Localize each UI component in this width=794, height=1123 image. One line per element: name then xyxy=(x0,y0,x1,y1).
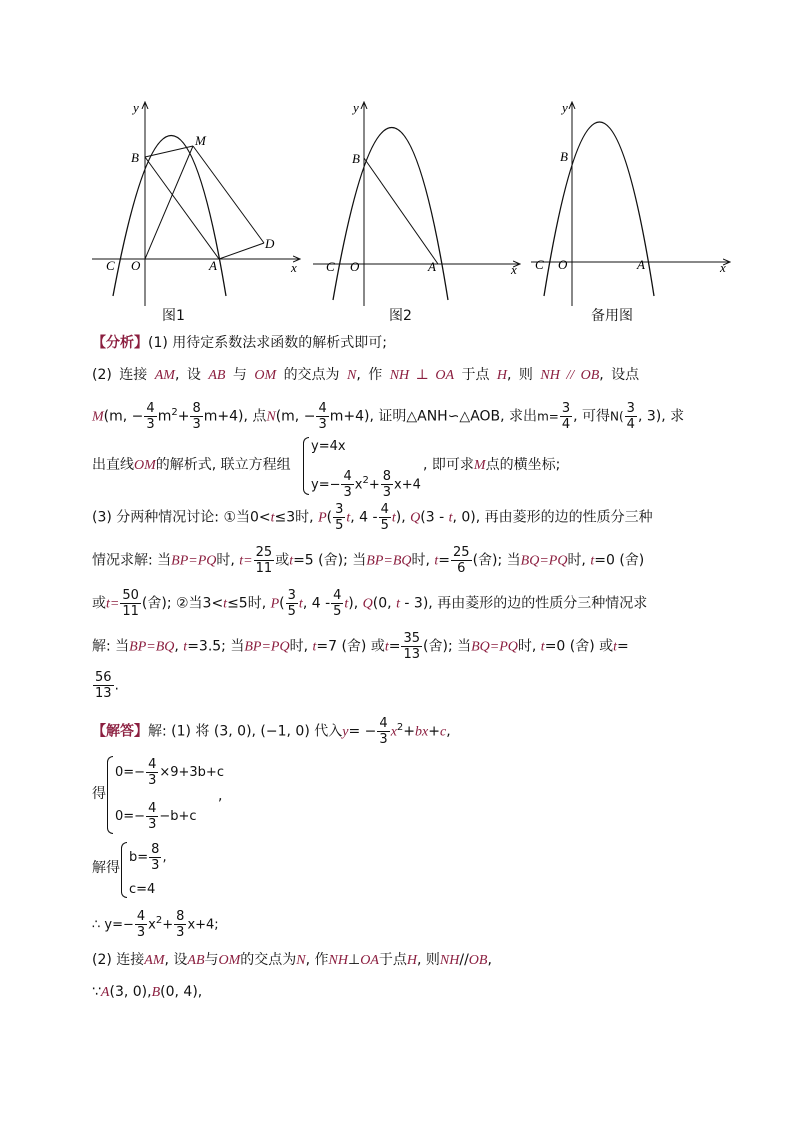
answer-line-6 xyxy=(92,982,202,1003)
text: 与 xyxy=(232,367,247,383)
text: , 设 xyxy=(174,367,201,383)
var: P xyxy=(318,510,327,526)
var: t xyxy=(223,596,228,612)
fraction xyxy=(149,842,161,873)
text: , 则 xyxy=(507,367,533,383)
text: 点的横坐标; xyxy=(485,457,561,473)
denominator: 5 xyxy=(380,518,389,533)
label-x: x xyxy=(511,262,517,277)
figure-1 xyxy=(92,100,300,306)
denominator: 3 xyxy=(148,773,157,788)
system-brace xyxy=(121,842,127,898)
var: OM xyxy=(254,368,277,383)
var: N xyxy=(296,953,306,968)
answer-line-4 xyxy=(92,906,219,940)
fraction xyxy=(146,801,158,832)
fraction xyxy=(560,401,572,432)
system-comma: , xyxy=(218,788,223,804)
text: (2) 连接 xyxy=(92,952,145,968)
numerator: 3 xyxy=(335,502,344,517)
text: y=− xyxy=(311,477,341,493)
text: 时, xyxy=(567,552,586,569)
denominator: 13 xyxy=(95,686,112,701)
numerator: 8 xyxy=(176,909,185,925)
numerator: 4 xyxy=(318,401,327,417)
text: ≤5时, xyxy=(227,595,267,612)
text: 的解析式, 联立方程组 xyxy=(155,457,291,473)
text: = − xyxy=(348,723,377,740)
segment-MD xyxy=(193,146,264,243)
system-eq-2: c=4 xyxy=(129,882,156,897)
denominator: 11 xyxy=(255,561,273,576)
fraction xyxy=(379,502,391,533)
var: AB xyxy=(187,953,205,968)
figure-3 xyxy=(531,100,730,306)
fraction xyxy=(331,588,343,619)
text: 时, xyxy=(517,638,537,655)
segment-OM xyxy=(145,146,193,259)
label-O: O xyxy=(131,258,141,273)
text: = xyxy=(438,552,451,569)
analysis-line-4-lead xyxy=(92,455,291,476)
numerator: 8 xyxy=(192,401,201,417)
var: B xyxy=(151,985,161,1000)
var: BP=PQ xyxy=(171,553,217,569)
answer-line-5 xyxy=(92,950,492,971)
text: ), xyxy=(395,509,406,526)
text: 时, xyxy=(216,552,235,569)
label-C: C xyxy=(535,257,544,272)
text: m= xyxy=(537,409,559,424)
text: ( xyxy=(326,509,333,526)
analysis-line-9 xyxy=(92,670,119,701)
var: Q xyxy=(362,596,373,612)
answer-line-3-lead: 解得 xyxy=(92,860,120,876)
label-y: y xyxy=(562,100,568,115)
text: ⊥ xyxy=(348,952,361,968)
segment-AD xyxy=(219,243,264,259)
text: (舍); 当 xyxy=(472,552,521,569)
fraction xyxy=(316,401,328,432)
numerator: 8 xyxy=(382,469,392,485)
text: , 4 - xyxy=(302,595,331,612)
numerator: 3 xyxy=(626,401,635,417)
text: ∵ xyxy=(92,984,101,1000)
fraction xyxy=(144,401,156,432)
numerator: 4 xyxy=(333,588,342,603)
label-D: D xyxy=(265,236,275,251)
segment-BA xyxy=(364,158,438,264)
var: AM xyxy=(154,368,175,383)
var: OB xyxy=(468,953,488,968)
numerator: 50 xyxy=(122,588,139,603)
text: , 设点 xyxy=(599,367,640,383)
var: H xyxy=(496,368,508,383)
analysis-line-2 xyxy=(92,365,639,386)
denominator: 6 xyxy=(457,561,466,576)
text: 情况求解: 当 xyxy=(92,552,172,569)
text: , 可得 xyxy=(573,408,610,425)
numerator: 8 xyxy=(151,842,160,857)
text: , xyxy=(162,850,167,865)
denominator: 5 xyxy=(333,604,342,619)
var: N xyxy=(347,368,357,383)
analysis-line-5 xyxy=(92,502,653,534)
var: t xyxy=(270,510,275,526)
denominator: 11 xyxy=(122,604,139,619)
text: , 0), 再由菱形的边的性质分三种 xyxy=(452,509,653,526)
text: + xyxy=(368,477,380,493)
text: + xyxy=(162,917,174,933)
numerator: 3 xyxy=(287,588,296,603)
analysis-line-6 xyxy=(92,545,644,577)
text: , 设 xyxy=(164,952,188,968)
label-A: A xyxy=(209,258,217,273)
var: t xyxy=(312,639,317,655)
denominator: 3 xyxy=(318,417,327,433)
numerator: 4 xyxy=(136,909,146,925)
denominator: 13 xyxy=(403,647,421,662)
var: Q xyxy=(410,510,421,526)
denominator: 3 xyxy=(379,732,388,748)
text: N( xyxy=(610,409,624,424)
text: , xyxy=(487,952,492,968)
fraction xyxy=(625,401,637,432)
var: t xyxy=(391,510,396,526)
system-eq-1: y=4x xyxy=(311,439,346,454)
var: NH xyxy=(328,953,348,968)
var: BP=PQ xyxy=(244,639,290,655)
denominator: 3 xyxy=(343,485,352,501)
fraction xyxy=(451,545,472,576)
text: (3 - xyxy=(420,509,449,526)
label-A: A xyxy=(637,257,645,272)
var: BQ=PQ xyxy=(520,553,568,569)
numerator: 25 xyxy=(453,545,470,560)
text: - 3), 再由菱形的边的性质分三种情况求 xyxy=(399,595,648,612)
fraction xyxy=(174,909,186,940)
system-eq-1 xyxy=(129,842,167,873)
denominator: 4 xyxy=(626,417,635,433)
text: (2) 连接 xyxy=(92,367,148,383)
numerator: 25 xyxy=(255,545,273,560)
denominator: 3 xyxy=(151,858,160,873)
fraction xyxy=(146,757,158,788)
label-A: A xyxy=(428,259,436,274)
exponent: 2 xyxy=(396,722,404,733)
numerator: 56 xyxy=(95,670,112,685)
text: =0 (舍) xyxy=(594,552,645,569)
analysis-line-3: M(m, − $\frac{4}{3}$ $m^2+$ $\frac{8}{3}$ m+4), 点N(m, − $\frac{4}{3}$ m+4), 证明△ANH∽△AOB, 求出m= $\frac{3}{4}$ , 可得N( $\frac{3}{4}$ , 3), 求 xyxy=(92,401,685,433)
text: (3, 0), xyxy=(109,984,152,1000)
text: b= xyxy=(129,850,149,865)
analysis-line-4-tail xyxy=(423,455,560,476)
label-x: x xyxy=(720,260,726,275)
text: =3.5; 当 xyxy=(187,638,245,655)
text: ), xyxy=(348,595,359,612)
var: NH xyxy=(439,953,460,968)
denominator: 3 xyxy=(176,925,185,941)
text: 的交点为 xyxy=(283,367,340,383)
label-B: B xyxy=(352,151,360,166)
text: ≤3时, xyxy=(274,509,314,526)
text: ∴ y=− xyxy=(92,917,134,933)
text: x+4 xyxy=(394,477,421,493)
var: t xyxy=(540,639,545,655)
label-O: O xyxy=(558,257,568,272)
text: x xyxy=(148,917,156,933)
var: M xyxy=(473,458,486,473)
text: =7 (舍) 或 xyxy=(316,638,385,655)
analysis-line-8 xyxy=(92,631,629,663)
var: t= xyxy=(106,596,120,612)
var: M xyxy=(92,409,104,425)
text: (m, − xyxy=(103,408,144,425)
label-M: M xyxy=(195,133,206,148)
var: OM xyxy=(134,458,156,473)
text: , 则 xyxy=(417,952,440,968)
parabola xyxy=(333,128,448,301)
segment-BM xyxy=(145,146,193,157)
text: 解: (1) 将 (3, 0), (−1, 0) 代入 xyxy=(148,723,343,740)
var: t xyxy=(346,510,351,526)
text: , 即可求 xyxy=(423,457,474,473)
text: 于点 xyxy=(461,367,490,383)
text: 与 xyxy=(204,952,219,968)
text: (舍); ②当3< xyxy=(141,595,224,612)
text: =0 (舍) 或 xyxy=(544,638,614,655)
text: 时, xyxy=(289,638,309,655)
numerator: 4 xyxy=(148,801,157,816)
analysis-line-1 xyxy=(92,333,387,353)
analysis-tag: 【分析】 xyxy=(92,335,148,351)
text: = xyxy=(388,638,401,655)
var: t xyxy=(448,510,453,526)
var: t xyxy=(613,639,618,655)
text: = xyxy=(617,638,629,655)
var: OA xyxy=(360,953,379,968)
denominator: 3 xyxy=(192,417,201,433)
var: t xyxy=(434,553,439,569)
text: 出直线 xyxy=(92,457,134,473)
fraction xyxy=(190,401,202,432)
text: m+4), 证明△ANH∽△AOB, 求出 xyxy=(329,408,538,425)
text: , 作 xyxy=(305,952,329,968)
text: −b+c xyxy=(159,809,197,824)
var: t xyxy=(396,596,400,612)
denominator: 3 xyxy=(148,817,157,832)
var: t xyxy=(344,596,349,612)
var: A xyxy=(100,985,110,1000)
text: ×9+3b+c xyxy=(159,765,224,780)
var: N xyxy=(266,409,276,425)
fraction xyxy=(381,469,393,500)
system-eq-2: y=− $\frac{4}{3}$ $x^2+$ $\frac{8}{3}$ x+4 xyxy=(311,469,421,501)
var: H xyxy=(406,953,417,968)
var: BP=BQ xyxy=(129,639,175,655)
answer-tag: 【解答】 xyxy=(92,723,148,740)
text: m+4), 点 xyxy=(203,408,267,425)
text: , 作 xyxy=(356,367,383,383)
var: P xyxy=(270,596,280,612)
var: bx xyxy=(415,724,429,740)
figure-2 xyxy=(313,100,520,306)
numerator: 35 xyxy=(403,631,421,646)
denominator: 3 xyxy=(136,925,146,941)
var: AB xyxy=(208,368,226,383)
var: y xyxy=(342,724,349,740)
text: (舍); 当 xyxy=(423,638,472,655)
analysis-text: (1) 用待定系数法求函数的解析式即可; xyxy=(148,335,387,351)
system-eq-1 xyxy=(115,757,224,788)
text: , 3), 求 xyxy=(637,408,685,425)
fraction xyxy=(333,502,345,533)
answer-line-1 xyxy=(92,713,451,748)
analysis-line-7 xyxy=(92,588,647,620)
text: 于点 xyxy=(378,952,407,968)
figure-strip xyxy=(0,0,794,330)
label-y: y xyxy=(353,100,359,115)
text: 或 xyxy=(92,595,106,612)
system-brace xyxy=(303,437,309,495)
label-B: B xyxy=(560,149,568,164)
label-y: y xyxy=(133,100,139,115)
fraction xyxy=(120,588,141,619)
text: 0=− xyxy=(115,765,146,780)
fraction xyxy=(401,631,422,662)
text: (3) 分两种情况讨论: ①当0< xyxy=(92,509,271,526)
system-eq-2 xyxy=(115,801,197,832)
text: x xyxy=(354,477,363,493)
denominator: 5 xyxy=(287,604,296,619)
var: x xyxy=(390,724,397,740)
text: x+4; xyxy=(187,917,219,933)
text: 0=− xyxy=(115,809,146,824)
denominator: 3 xyxy=(146,417,155,433)
text: (0, 4), xyxy=(160,984,203,1000)
text: m xyxy=(157,408,172,425)
answer-line-2-lead: 得 xyxy=(92,786,106,802)
var: t xyxy=(590,553,595,569)
var: BQ=PQ xyxy=(471,639,518,655)
denominator: 3 xyxy=(382,485,392,501)
denominator: 4 xyxy=(561,417,571,433)
denominator: 5 xyxy=(335,518,344,533)
text: , xyxy=(446,723,451,740)
system-brace xyxy=(107,756,113,834)
numerator: 4 xyxy=(379,716,388,732)
numerator: 4 xyxy=(146,401,155,417)
label-x: x xyxy=(291,260,297,275)
text: =5 (舍); 当 xyxy=(293,552,367,569)
figure-1-caption: 图1 xyxy=(162,308,185,324)
var: t xyxy=(183,639,188,655)
var: NH ⊥ OA xyxy=(389,368,454,383)
label-C: C xyxy=(326,259,335,274)
var: t= xyxy=(239,553,253,569)
text: 或 xyxy=(275,552,290,569)
numerator: 4 xyxy=(380,502,389,517)
text: 解: 当 xyxy=(92,638,130,655)
var: OM xyxy=(218,953,241,968)
var: t xyxy=(298,596,303,612)
text: + xyxy=(177,408,190,425)
text: 时, xyxy=(411,552,430,569)
fraction xyxy=(135,909,147,940)
numerator: 4 xyxy=(148,757,157,772)
text: . xyxy=(114,677,119,694)
numerator: 3 xyxy=(561,401,571,417)
fraction xyxy=(93,670,114,701)
text: // xyxy=(459,952,469,968)
fraction xyxy=(286,588,298,619)
var: BP=BQ xyxy=(366,553,412,569)
fraction xyxy=(377,716,389,747)
var: NH // OB xyxy=(540,368,600,383)
figure-3-caption: 备用图 xyxy=(591,308,633,324)
text: (0, xyxy=(372,595,397,612)
text: (m, − xyxy=(275,408,316,425)
fraction xyxy=(341,469,353,500)
text: , 4 - xyxy=(350,509,378,526)
text: ( xyxy=(279,595,285,612)
var: t xyxy=(289,553,294,569)
var: c xyxy=(439,724,447,740)
var: AM xyxy=(144,953,165,968)
var: t xyxy=(384,639,389,655)
text: + xyxy=(428,723,440,740)
fraction xyxy=(254,545,275,576)
label-B: B xyxy=(131,150,139,165)
exponent: 2 xyxy=(155,915,163,926)
label-C: C xyxy=(106,258,115,273)
text: 的交点为 xyxy=(240,952,297,968)
numerator: 4 xyxy=(343,469,352,485)
label-O: O xyxy=(350,259,360,274)
text: + xyxy=(403,723,416,740)
figure-2-caption: 图2 xyxy=(389,308,412,324)
text: , xyxy=(174,638,179,655)
